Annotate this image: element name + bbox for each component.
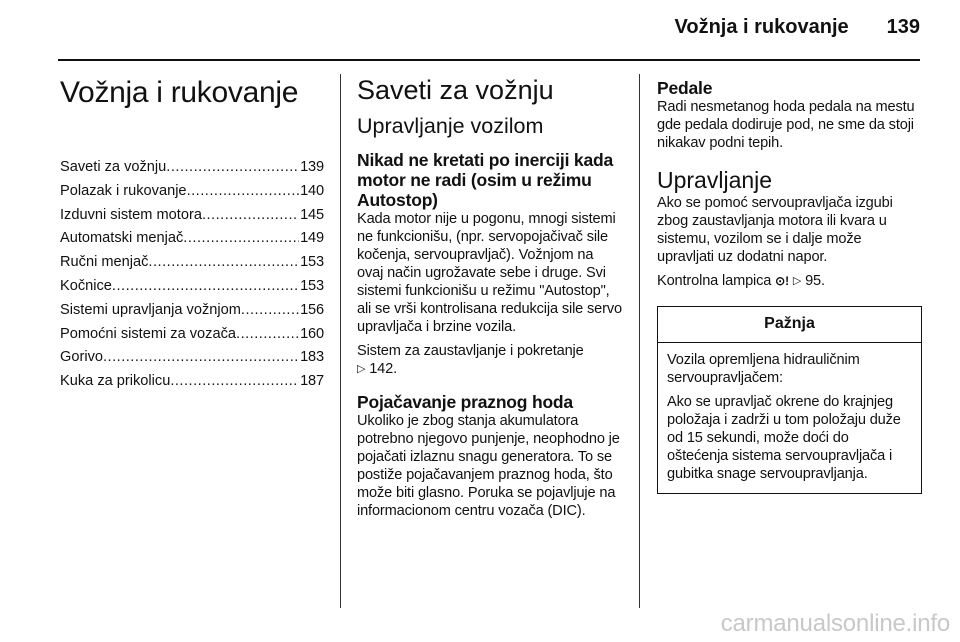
paragraph-stop-start — [357, 342, 623, 378]
toc-item-label: Ručni menjač — [60, 254, 149, 271]
toc-item[interactable] — [60, 206, 324, 230]
paragraph-idle-boost: Ukoliko je zbog stanja akumulatora potrebno njegovo punjenje, neophodno je pojačati izlaznu snagu generatora. To se postiže pojačavanjem praznog hoda, što može biti glasno. Poruka se pojavljuje na informacionom centru vozača (DIC). — [357, 413, 620, 519]
watermark: carmanualsonline.info — [720, 610, 950, 637]
warning-lamp-text: Kontrolna lampica — [657, 273, 772, 289]
toc-item[interactable] — [60, 372, 324, 396]
toc-item[interactable] — [60, 182, 324, 206]
toc-item-label: Izduvni sistem motora — [60, 206, 202, 223]
toc-item-label: Pomoćni sistemi za vozača — [60, 325, 237, 342]
running-header-title: Vožnja i rukovanje — [674, 16, 849, 38]
toc-item-page: 149 — [300, 230, 324, 247]
toc-item[interactable] — [60, 325, 324, 349]
toc-item-label: Gorivo — [60, 349, 103, 366]
toc-item[interactable] — [60, 301, 324, 325]
section-subtitle: Upravljanje vozilom — [357, 114, 544, 138]
page-number: 139 — [886, 16, 920, 38]
toc-item-page: 160 — [300, 325, 324, 342]
toc-item-page: 187 — [300, 373, 324, 390]
toc-item-page: 139 — [300, 159, 324, 175]
toc-item-label: Kočnice — [60, 277, 112, 294]
caution-title: Pažnja — [658, 307, 921, 343]
caution-body — [658, 343, 921, 493]
warning-lamp-page-link[interactable]: 95. — [805, 273, 825, 289]
paragraph-coasting: Kada motor nije u pogonu, mnogi sistemi ne funkcionišu, (npr. servopojačivač sile kočenja, servoupravljač). Vožnjom na ovaj način ugrožavate sebe i druge. Svi sistemi funkcionišu u režimu "Autostop", ali se vrši kontrolisana redukcija sile servo upravljača i brzine vozila. — [357, 211, 622, 335]
toc-item[interactable] — [60, 158, 324, 182]
paragraph-stop-start-text: Sistem za zaustavljanje i pokretanje — [357, 343, 584, 359]
paragraph-steering: Ako se pomoć servoupravljača izgubi zbog zaustavljanja motora ili kvara u sistemu, vozilom se i dalje može upravljati uz dodatni napor. — [657, 195, 893, 265]
toc-item-page: 183 — [300, 349, 324, 366]
steering-column — [657, 74, 922, 494]
driving-tips-column — [357, 74, 623, 520]
toc-item[interactable] — [60, 229, 324, 253]
power-steering-warning-icon: ⊙! — [775, 274, 789, 288]
toc-item[interactable] — [60, 277, 324, 301]
caution-paragraph-2: Ako se upravljač okrene do krajnjeg položaja i zadrži u tom položaju duže od 15 sekundi, može doći do oštećenja sistema servoupravljača i gubitka snage servoupravljanja. — [667, 394, 901, 482]
stop-start-page-link[interactable]: 142. — [369, 361, 398, 377]
running-header — [675, 16, 921, 39]
toc-item-page: 156 — [300, 301, 324, 318]
caution-box — [657, 306, 922, 494]
toc-item-label: Saveti za vožnju — [60, 159, 167, 175]
section-title: Saveti za vožnju — [357, 75, 554, 105]
heading-steering: Upravljanje — [657, 167, 773, 193]
page-reference-arrow-icon: ▷ — [357, 363, 366, 375]
toc-item-label: Kuka za prikolicu — [60, 373, 171, 390]
paragraph-warning-lamp — [657, 272, 922, 290]
heading-idle-boost: Pojačavanje praznog hoda — [357, 392, 573, 412]
toc-item-page: 153 — [300, 277, 324, 294]
column-divider-1 — [340, 74, 341, 608]
toc-item-page: 145 — [300, 206, 324, 223]
heading-pedals: Pedale — [657, 78, 713, 98]
toc-column — [60, 74, 324, 396]
table-of-contents — [60, 158, 324, 396]
toc-item-page: 140 — [300, 182, 324, 199]
paragraph-pedals: Radi nesmetanog hoda pedala na mestu gde pedala dodiruje pod, ne sme da stoji nikakav podni tepih. — [657, 99, 915, 151]
caution-paragraph-1: Vozila opremljena hidrauličnim servoupravljačem: — [667, 352, 860, 386]
header-divider — [58, 59, 920, 61]
page-reference-arrow-icon: ▷ — [792, 275, 802, 287]
heading-coasting: Nikad ne kretati po inerciji kada motor ne radi (osim u režimu Autostop) — [357, 150, 613, 210]
toc-item-page: 153 — [300, 254, 324, 271]
toc-item[interactable] — [60, 253, 324, 277]
toc-item-label: Polazak i rukovanje — [60, 182, 187, 199]
toc-item-label: Sistemi upravljanja vožnjom — [60, 301, 241, 318]
toc-item-label: Automatski menjač — [60, 230, 184, 247]
chapter-title: Vožnja i rukovanje — [60, 76, 299, 109]
toc-item[interactable] — [60, 348, 324, 372]
column-divider-2 — [639, 74, 640, 608]
